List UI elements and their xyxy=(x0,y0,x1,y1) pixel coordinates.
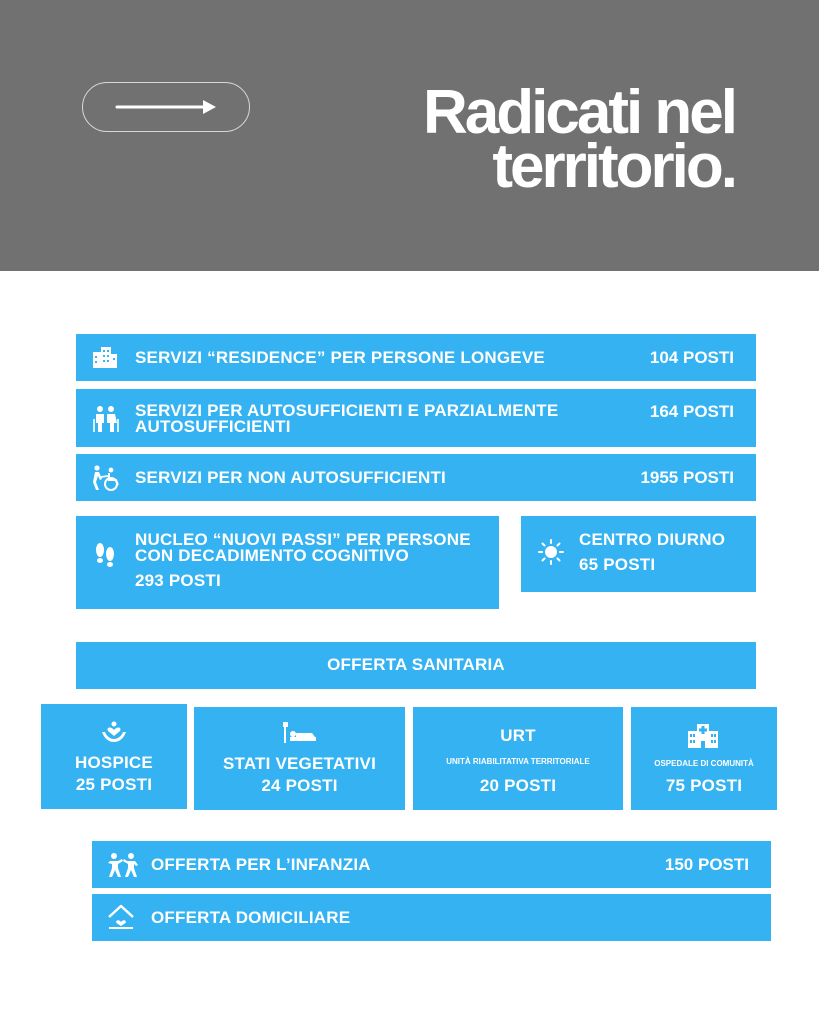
hospital-icon xyxy=(687,722,719,748)
row-autosufficienti xyxy=(76,389,756,447)
infanzia-posti: 150 POSTI xyxy=(664,855,749,874)
sun-icon xyxy=(538,539,564,565)
building-icon xyxy=(92,346,118,368)
title-line-1: Radicati nel xyxy=(423,78,735,147)
row-infanzia xyxy=(92,841,771,888)
domiciliare-label: OFFERTA DOMICILIARE xyxy=(151,908,351,927)
row-centro-diurno xyxy=(521,516,756,592)
non-autosufficienti-label: SERVIZI PER NON AUTOSUFFICIENTI xyxy=(135,468,446,487)
centro-diurno-label: CENTRO DIURNO xyxy=(579,530,726,549)
row-residence xyxy=(76,334,756,381)
urt-posti: 20 POSTI xyxy=(479,776,557,795)
card-stati-vegetativi xyxy=(194,707,405,810)
nuovi-passi-label-1: NUCLEO “NUOVI PASSI” PER PERSONE xyxy=(135,530,471,549)
ospedale-posti: 75 POSTI xyxy=(665,776,743,795)
card-hospice xyxy=(41,704,187,809)
nuovi-passi-label-2: CON DECADIMENTO COGNITIVO xyxy=(135,546,409,565)
autosufficienti-posti: 164 POSTI xyxy=(649,402,734,421)
title-line-2: territorio. xyxy=(492,132,735,201)
card-ospedale-comunita xyxy=(631,707,777,810)
urt-subtitle: UNITÀ RIABILITATIVA TERRITORIALE xyxy=(446,757,590,766)
header-banner xyxy=(0,0,819,271)
row-domiciliare xyxy=(92,894,771,941)
arrow-right-icon xyxy=(115,99,219,115)
card-urt xyxy=(413,707,623,810)
centro-diurno-posti: 65 POSTI xyxy=(579,555,656,574)
nuovi-passi-posti: 293 POSTI xyxy=(135,571,221,590)
infanzia-label: OFFERTA PER L’INFANZIA xyxy=(151,855,371,874)
autosufficienti-label-2: AUTOSUFFICIENTI xyxy=(135,417,291,436)
elderly-couple-icon xyxy=(92,405,120,433)
ospedale-subtitle: OSPEDALE DI COMUNITÀ xyxy=(654,759,754,768)
hospice-posti: 25 POSTI xyxy=(75,775,153,794)
home-care-icon xyxy=(107,904,135,930)
residence-posti: 104 POSTI xyxy=(649,348,734,367)
care-hands-icon xyxy=(101,720,127,744)
footprints-icon xyxy=(94,542,116,568)
page-title xyxy=(315,78,735,201)
non-autosufficienti-posti: 1955 POSTI xyxy=(640,468,734,487)
children-icon xyxy=(106,852,140,878)
next-arrow-button[interactable] xyxy=(82,82,250,132)
hospice-title: HOSPICE xyxy=(75,753,153,772)
urt-title: URT xyxy=(500,726,536,745)
row-non-autosufficienti xyxy=(76,454,756,501)
patient-bed-icon xyxy=(282,721,318,745)
sanitaria-title: OFFERTA SANITARIA xyxy=(327,655,505,674)
autosufficienti-label-1: SERVIZI PER AUTOSUFFICIENTI E PARZIALMENTE xyxy=(135,401,559,420)
sanitaria-header xyxy=(76,642,756,689)
residence-label: SERVIZI “RESIDENCE” PER PERSONE LONGEVE xyxy=(135,348,545,367)
stati-vegetativi-title: STATI VEGETATIVI xyxy=(222,754,377,773)
row-nuovi-passi xyxy=(76,516,499,609)
stati-vegetativi-posti: 24 POSTI xyxy=(261,776,338,795)
wheelchair-assist-icon xyxy=(91,465,121,491)
